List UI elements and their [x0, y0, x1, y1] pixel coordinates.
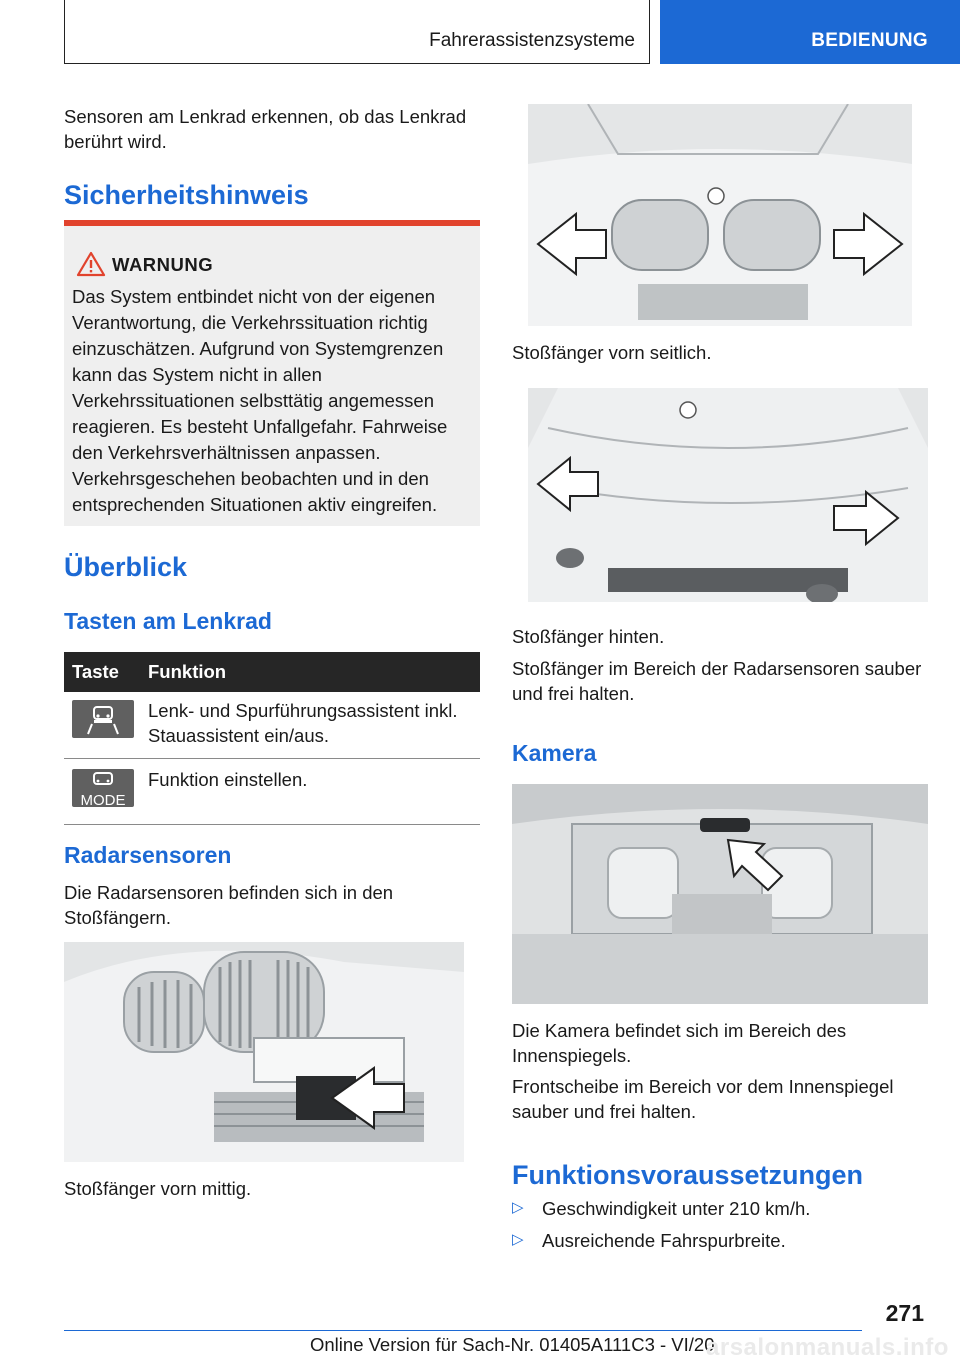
key-cell [64, 692, 140, 759]
warning-title: WARNUNG [112, 254, 214, 275]
lane-assist-icon [72, 700, 134, 738]
function-cell: Lenk- und Spurführungsassistent inkl. Stauassistent ein/aus. [140, 692, 480, 759]
camera-caption: Die Kamera befindet sich im Bereich des Innenspiegels. [512, 1020, 847, 1066]
warning-triangle-icon [76, 251, 106, 282]
bullet-triangle-icon: ▷ [512, 1199, 524, 1216]
rear-caption: Stoßfänger hinten. [512, 626, 665, 647]
camera-location-image [512, 784, 928, 1004]
mode-button-icon [72, 769, 134, 807]
camera-note: Frontscheibe im Bereich vor dem Innenspiegel sauber und frei halten. [512, 1076, 894, 1122]
rear-bumper-image [528, 388, 928, 602]
header-chapter-tab [660, 0, 960, 64]
header-section-box [64, 0, 650, 64]
front-bumper-center-image [64, 942, 464, 1162]
bullet-triangle-icon: ▷ [512, 1231, 524, 1248]
footer-divider [64, 1330, 862, 1331]
watermark: arsalonmanuals.info [706, 1334, 949, 1361]
camera-heading: Kamera [512, 740, 597, 766]
requirement-text: Geschwindigkeit unter 210 km/h. [542, 1198, 811, 1219]
front-side-caption: Stoßfänger vorn seitlich. [512, 342, 712, 363]
page-number: 271 [885, 1300, 924, 1326]
rear-note: Stoßfänger im Bereich der Radarsensoren sauber und frei halten. [512, 658, 922, 704]
requirement-text: Ausreichende Fahrspurbreite. [542, 1230, 786, 1251]
front-center-caption: Stoßfänger vorn mittig. [64, 1178, 252, 1199]
key-cell [64, 759, 140, 825]
intro-text: Sensoren am Lenkrad erkennen, ob das Lenkrad berührt wird. [64, 106, 467, 152]
table-row [64, 692, 480, 759]
table-header-function: Funktion [140, 652, 480, 692]
warning-box [64, 220, 480, 526]
requirements-heading: Funktionsvoraussetzungen [512, 1160, 864, 1190]
header-chapter-title: BEDIENUNG [811, 30, 928, 51]
table-header-key: Taste [64, 652, 140, 692]
warning-text: Das System entbindet nicht von der eigenen Verantwortung, die Verkehrssituation richtig einzuschätzen. Aufgrund von Systemgrenzen kann das System nicht in allen Verkehrssituationen selbsttätig angemessen reagieren. Es besteht Unfallgefahr. Fahrweise den Verkehrsverhältnissen anpassen. Verkehrsgeschehen beobachten und in den entsprechenden Situationen aktiv eingreifen. [72, 286, 448, 515]
table-row [64, 759, 480, 825]
footer-text: Online Version für Sach-Nr. 01405A111C3 - VI/20 [310, 1334, 715, 1355]
buttons-heading: Tasten am Lenkrad [64, 608, 272, 634]
header-section-title: Fahrerassistenzsysteme [429, 30, 635, 51]
mode-button-label: MODE [80, 792, 126, 809]
radar-text: Die Radarsensoren befinden sich in den Stoßfängern. [64, 882, 394, 928]
overview-heading: Überblick [64, 552, 188, 582]
radar-heading: Radarsensoren [64, 842, 232, 868]
steering-buttons-table [64, 652, 480, 825]
function-cell: Funktion einstellen. [140, 759, 480, 825]
front-bumper-side-image [528, 104, 912, 326]
safety-heading: Sicherheitshinweis [64, 180, 309, 210]
